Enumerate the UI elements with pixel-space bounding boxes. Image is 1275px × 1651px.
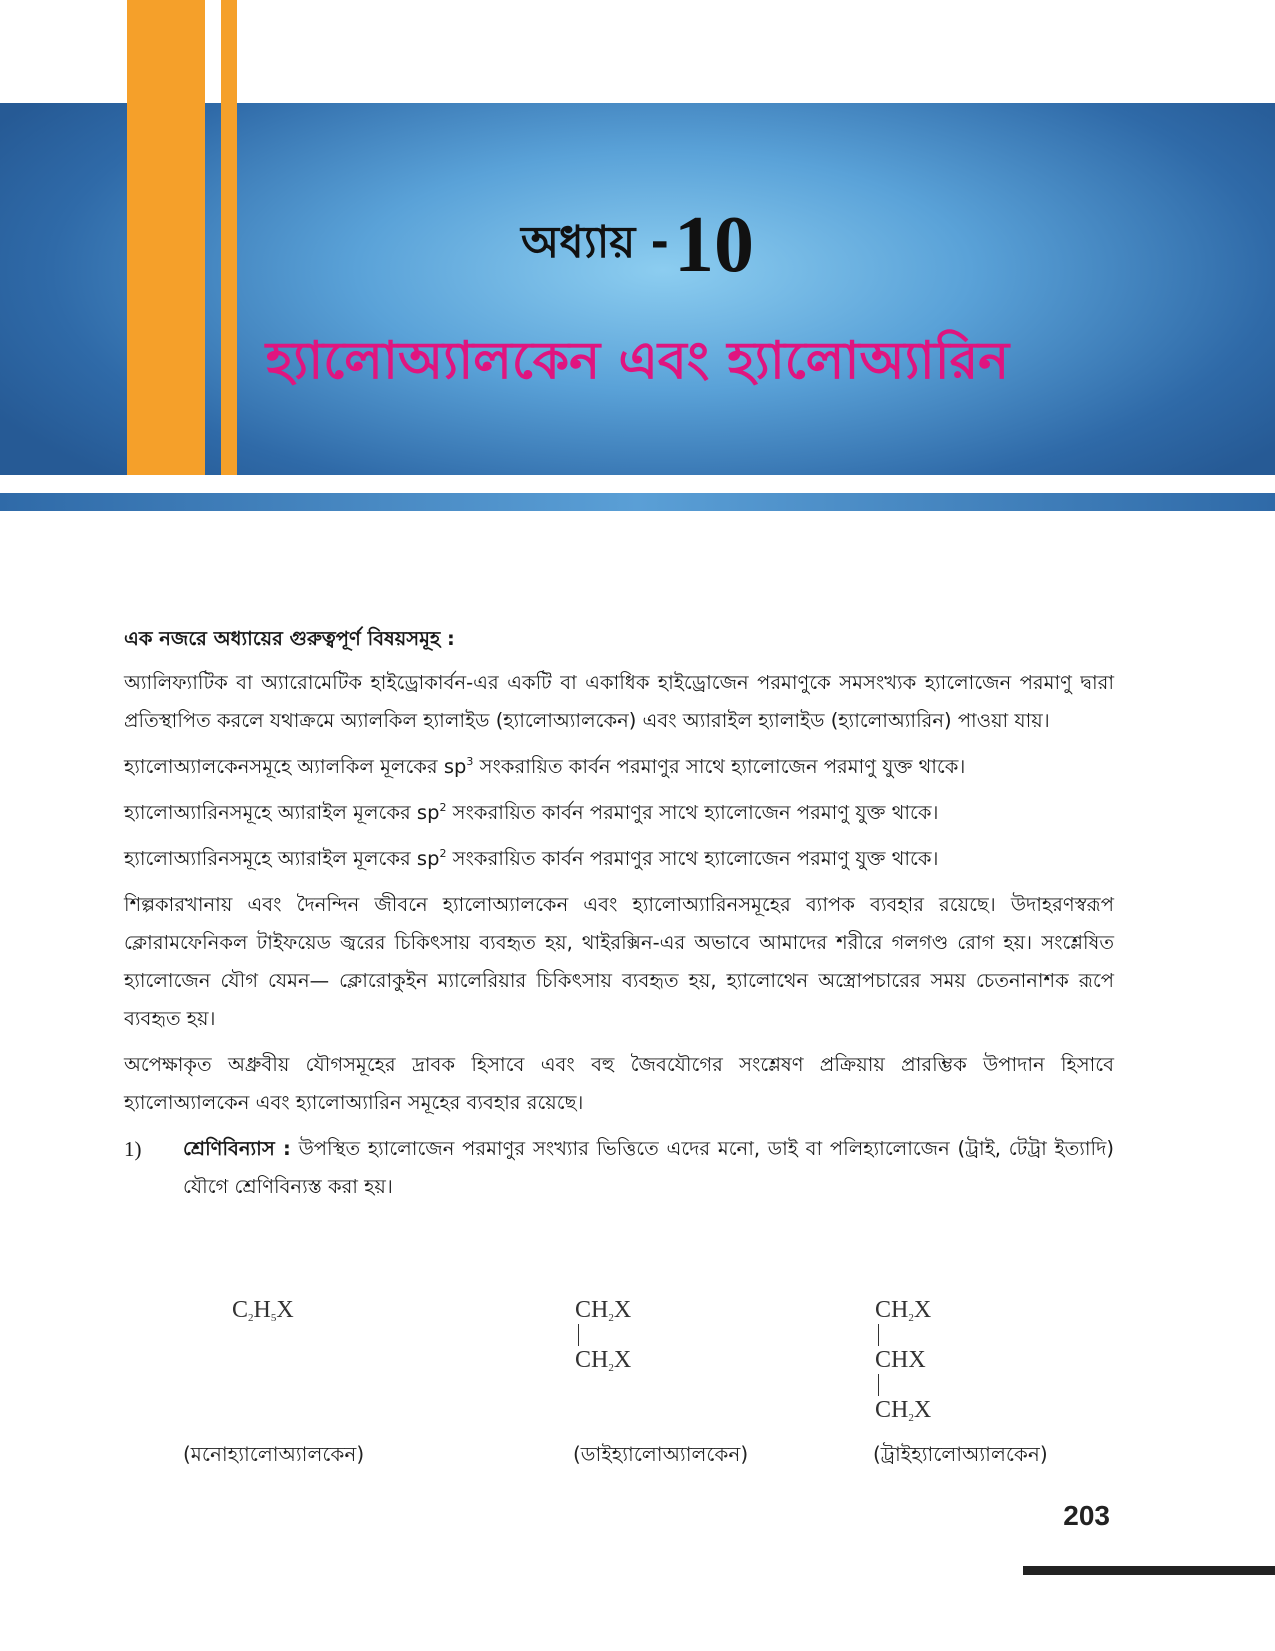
label-monohaloalkane: (মনোহ্যালোঅ্যালকেন): [183, 1442, 365, 1466]
superscript: 2: [439, 801, 447, 814]
list-item-number: 1): [124, 1137, 142, 1161]
section-heading: এক নজরে অধ্যায়ের গুরুত্বপূর্ণ বিষয়সমূহ :: [124, 627, 455, 650]
chapter-number: 10: [673, 201, 754, 289]
list-item-text: [183, 1130, 1114, 1206]
list-item-term: শ্রেণিবিন্যাস :: [183, 1137, 291, 1160]
bond-line: [578, 1324, 579, 1346]
label-dihaloalkane: (ডাইহ্যালোঅ্যালকেন): [573, 1442, 749, 1466]
paragraph-solvents: অপেক্ষাকৃত অধ্রুবীয় যৌগসমূহের দ্রাবক হিসাবে এবং বহু জৈবযৌগের সংশ্লেষণ প্রক্রিয়ায় প্রারম্ভিক উপাদান হিসাবে হ্যালোঅ্যালকেন এবং হ্যালোঅ্যারিন সমূহের ব্যবহার রয়েছে।: [124, 1053, 1114, 1114]
text-fragment: সংকরায়িত কার্বন পরমাণুর সাথে হ্যালোজেন পরমাণু যুক্ত থাকে।: [473, 755, 966, 778]
formula-monohaloalkane: $C_2H_5X$: [232, 1297, 294, 1324]
list-item-body: উপস্থিত হ্যালোজেন পরমাণুর সংখ্যার ভিত্তিতে এদের মনো, ডাই বা পলিহ্যালোজেন (ট্রাই, টেট্রা ইত্যাদি) যৌগে শ্রেণিবিন্যস্ত করা হয়।: [183, 1137, 1114, 1198]
formula-trihaloalkane: $CH_2X$ CHX $CH_2X$: [875, 1297, 932, 1424]
paragraph-definition: অ্যালিফ্যাটিক বা অ্যারোমেটিক হাইড্রোকার্বন-এর একটি বা একাধিক হাইড্রোজেন পরমাণুকে সমসংখ্যক হ্যালোজেন পরমাণু দ্বারা প্রতিস্থাপিত করলে যথাক্রমে অ্যালকিল হ্যালাইড (হ্যালোঅ্যালকেন) এবং অ্যারাইল হ্যালাইড (হ্যালোঅ্যারিন) পাওয়া যায়।: [124, 671, 1114, 732]
banner-gap: [0, 475, 1275, 493]
superscript: 2: [439, 847, 447, 860]
chapter-summary: [124, 620, 1114, 1206]
text-fragment: হ্যালোঅ্যারিনসমূহে অ্যারাইল মূলকের sp: [124, 801, 440, 824]
paragraph-haloarene-sp2-repeat: [124, 840, 1114, 878]
bond-line: [878, 1374, 879, 1396]
paragraph-haloalkane-sp3: [124, 748, 1114, 786]
bond-line: [878, 1324, 879, 1346]
banner-bottom-stripe: [0, 493, 1275, 511]
text-fragment: সংকরায়িত কার্বন পরমাণুর সাথে হ্যালোজেন পরমাণু যুক্ত থাকে।: [446, 801, 939, 824]
text-fragment: হ্যালোঅ্যারিনসমূহে অ্যারাইল মূলকের sp: [124, 847, 440, 870]
page-number: 203: [1063, 1500, 1110, 1531]
list-item-classification: [124, 1130, 1114, 1206]
superscript: 3: [466, 755, 474, 768]
chapter-heading: [0, 200, 1275, 291]
label-trihaloalkane: (ট্রাইহ্যালোঅ্যালকেন): [873, 1442, 1048, 1466]
paragraph-uses: শিল্পকারখানায় এবং দৈনন্দিন জীবনে হ্যালোঅ্যালকেন এবং হ্যালোঅ্যারিনসমূহের ব্যাপক ব্যবহার রয়েছে। উদাহরণস্বরূপ ক্লোরামফেনিকল টাইফয়েড জ্বরের চিকিৎসায় ব্যবহৃত হয়, থাইরক্সিন-এর অভাবে আমাদের শরীরে গলগণ্ড রোগ হয়। সংশ্লেষিত হ্যালোজেন যৌগ যেমন— ক্লোরোকুইন ম্যালেরিয়ার চিকিৎসায় ব্যবহৃত হয়, হ্যালোথেন অস্ত্রোপচারের সময় চেতনানাশক রূপে ব্যবহৃত হয়।: [124, 893, 1114, 1030]
chapter-word: অধ্যায় -: [521, 217, 669, 268]
text-fragment: সংকরায়িত কার্বন পরমাণুর সাথে হ্যালোজেন পরমাণু যুক্ত থাকে।: [446, 847, 939, 870]
text-fragment: হ্যালোঅ্যালকেনসমূহে অ্যালকিল মূলকের sp: [124, 755, 467, 778]
formula-dihaloalkane: $CH_2X$ $CH_2X$: [575, 1297, 632, 1374]
paragraph-haloarene-sp2: [124, 794, 1114, 832]
footer-rule: [1023, 1566, 1275, 1575]
chapter-title: হ্যালোঅ্যালকেন এবং হ্যালোঅ্যারিন: [265, 331, 1010, 391]
